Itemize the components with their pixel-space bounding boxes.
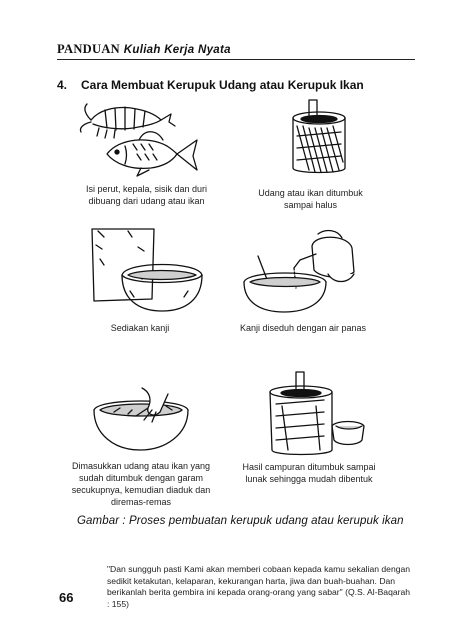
kettle-pouring-icon bbox=[240, 224, 360, 316]
figure-caption: Gambar : Proses pembuatan kerupuk udang atau kerupuk ikan bbox=[77, 515, 404, 527]
step-caption: Udang atau ikan ditumbuk sampai halus bbox=[258, 188, 363, 210]
mortar-with-bowl-icon bbox=[266, 370, 366, 460]
page-number: 66 bbox=[59, 590, 74, 605]
section-number: 4. bbox=[57, 78, 68, 92]
running-header bbox=[57, 42, 231, 57]
section-title: Cara Membuat Kerupuk Udang atau Kerupuk Ikan bbox=[81, 78, 364, 92]
mortar-pestle-icon bbox=[283, 96, 355, 180]
section-heading bbox=[57, 78, 364, 92]
step-caption: Hasil campuran ditumbuk sampai lunak sehingga mudah dibentuk bbox=[242, 462, 376, 484]
step-caption: Kanji diseduh dengan air panas bbox=[239, 323, 367, 333]
shrimp-and-fish-icon bbox=[85, 98, 205, 178]
quote-text: "Dan sungguh pasti Kami akan memberi cobaan kepada kamu sekalian dengan sedikit ketakutan, kelaparan, kekurangan harta, jiwa dan buah-buahan. Dan berikanlah berita gembira ini kepada orang-orang yang sabar" (Q.S. Al-Baqarah : 155) bbox=[107, 564, 411, 609]
starch-bag-and-bowl-icon bbox=[88, 225, 206, 317]
step-caption: Dimasukkan udang atau ikan yang sudah ditumbuk dengan garam secukupnya, kemudian diaduk dan diremas-remas bbox=[71, 461, 211, 507]
step-caption: Sediakan kanji bbox=[110, 323, 170, 333]
hand-mixing-bowl-icon bbox=[90, 382, 192, 458]
header-title: PANDUAN bbox=[57, 42, 120, 56]
step-caption: Isi perut, kepala, sisik dan duri dibuang dari udang atau ikan bbox=[85, 184, 208, 206]
header-rule bbox=[57, 59, 415, 60]
header-subtitle: Kuliah Kerja Nyata bbox=[123, 44, 231, 56]
